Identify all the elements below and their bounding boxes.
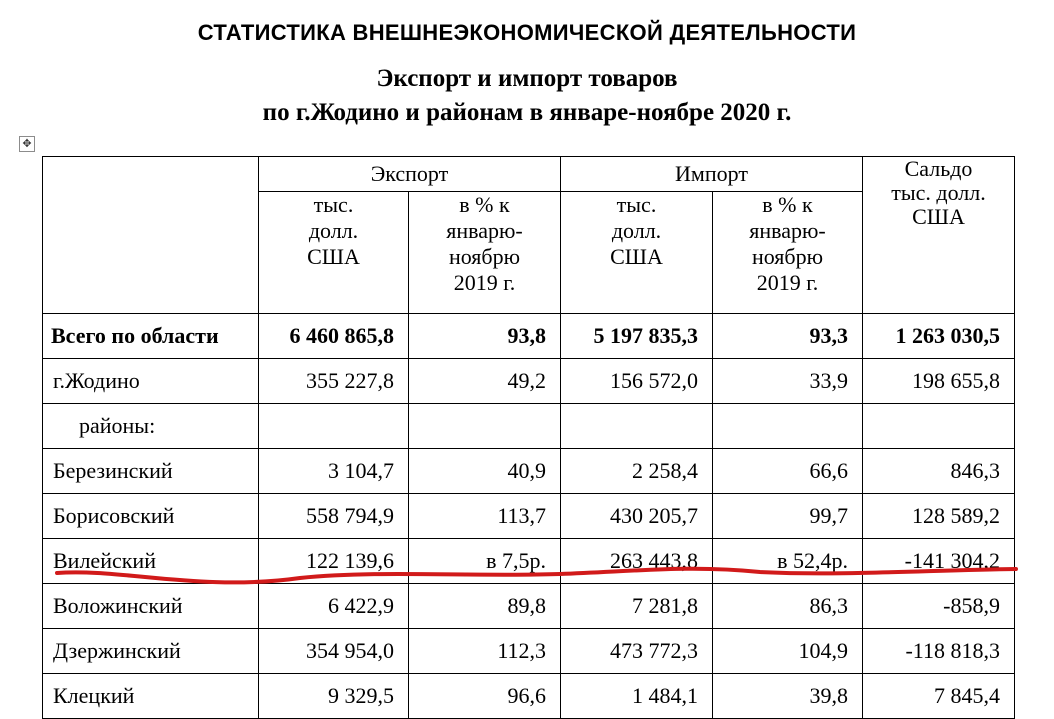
row-name: Дзержинский [43, 629, 259, 674]
header-export-pct-label: в % к январю-ноябрю 2019 г. [446, 192, 523, 295]
saldo-cell: 846,3 [863, 449, 1015, 494]
row-name: Клецкий [43, 674, 259, 719]
row-name: Борисовский [43, 494, 259, 539]
saldo-cell: -118 818,3 [863, 629, 1015, 674]
import-pct-cell [713, 404, 863, 449]
table-move-icon[interactable]: ✥ [19, 136, 35, 152]
row-name: Воложинский [43, 584, 259, 629]
export-usd-cell: 3 104,7 [259, 449, 409, 494]
header-import-pct-label: в % к январю-ноябрю 2019 г. [749, 192, 826, 295]
header-export-usd-label: тыс. долл. США [307, 192, 360, 269]
export-usd-cell: 6 422,9 [259, 584, 409, 629]
saldo-cell [863, 404, 1015, 449]
export-usd-cell: 355 227,8 [259, 359, 409, 404]
import-pct-cell: 33,9 [713, 359, 863, 404]
table-row [43, 449, 1015, 494]
trade-table [42, 156, 1015, 719]
import-usd-cell: 1 484,1 [561, 674, 713, 719]
export-pct-cell: 40,9 [409, 449, 561, 494]
import-usd-cell: 2 258,4 [561, 449, 713, 494]
header-saldo [863, 157, 1015, 314]
row-name: районы: [43, 404, 259, 449]
saldo-cell: 198 655,8 [863, 359, 1015, 404]
import-usd-cell: 473 772,3 [561, 629, 713, 674]
import-pct-cell: 39,8 [713, 674, 863, 719]
export-usd-cell: 6 460 865,8 [259, 314, 409, 359]
saldo-cell: 7 845,4 [863, 674, 1015, 719]
saldo-cell: 128 589,2 [863, 494, 1015, 539]
import-pct-cell: 104,9 [713, 629, 863, 674]
table-row [43, 359, 1015, 404]
row-name: г.Жодино [43, 359, 259, 404]
import-pct-cell: 66,6 [713, 449, 863, 494]
row-name: Вилейский [43, 539, 259, 584]
export-usd-cell: 122 139,6 [259, 539, 409, 584]
export-usd-cell: 9 329,5 [259, 674, 409, 719]
table-row [43, 629, 1015, 674]
header-import: Импорт [561, 157, 863, 192]
saldo-cell: -141 304,2 [863, 539, 1015, 584]
table-row [43, 584, 1015, 629]
export-usd-cell [259, 404, 409, 449]
table-row [43, 314, 1015, 359]
table-row [43, 404, 1015, 449]
header-saldo-label: Сальдо тыс. долл. США [891, 156, 986, 229]
header-blank-cell [43, 157, 259, 314]
table-row [43, 539, 1015, 584]
row-name: Всего по области [43, 314, 259, 359]
saldo-cell: 1 263 030,5 [863, 314, 1015, 359]
import-usd-cell: 263 443,8 [561, 539, 713, 584]
header-export: Экспорт [259, 157, 561, 192]
export-pct-cell: 96,6 [409, 674, 561, 719]
header-import-usd [561, 192, 713, 314]
saldo-cell: -858,9 [863, 584, 1015, 629]
header-export-usd [259, 192, 409, 314]
export-usd-cell: 558 794,9 [259, 494, 409, 539]
export-pct-cell [409, 404, 561, 449]
import-pct-cell: 99,7 [713, 494, 863, 539]
import-usd-cell: 5 197 835,3 [561, 314, 713, 359]
row-name: Березинский [43, 449, 259, 494]
table-row [43, 494, 1015, 539]
import-usd-cell: 7 281,8 [561, 584, 713, 629]
export-pct-cell: в 7,5р. [409, 539, 561, 584]
header-import-usd-label: тыс. долл. США [610, 192, 663, 269]
table-title-line-2: по г.Жодино и районам в январе-ноябре 2020 г. [262, 99, 792, 126]
export-usd-cell: 354 954,0 [259, 629, 409, 674]
section-header: СТАТИСТИКА ВНЕШНЕЭКОНОМИЧЕСКОЙ ДЕЯТЕЛЬНОСТИ [197, 20, 857, 45]
export-pct-cell: 89,8 [409, 584, 561, 629]
export-pct-cell: 93,8 [409, 314, 561, 359]
table-title-line-1: Экспорт и импорт товаров [376, 65, 678, 92]
header-import-pct [713, 192, 863, 314]
import-pct-cell: в 52,4р. [713, 539, 863, 584]
import-pct-cell: 93,3 [713, 314, 863, 359]
export-pct-cell: 113,7 [409, 494, 561, 539]
import-usd-cell: 430 205,7 [561, 494, 713, 539]
table-title [0, 62, 1054, 130]
import-pct-cell: 86,3 [713, 584, 863, 629]
export-pct-cell: 112,3 [409, 629, 561, 674]
header-export-pct [409, 192, 561, 314]
import-usd-cell [561, 404, 713, 449]
table-row [43, 674, 1015, 719]
import-usd-cell: 156 572,0 [561, 359, 713, 404]
export-pct-cell: 49,2 [409, 359, 561, 404]
